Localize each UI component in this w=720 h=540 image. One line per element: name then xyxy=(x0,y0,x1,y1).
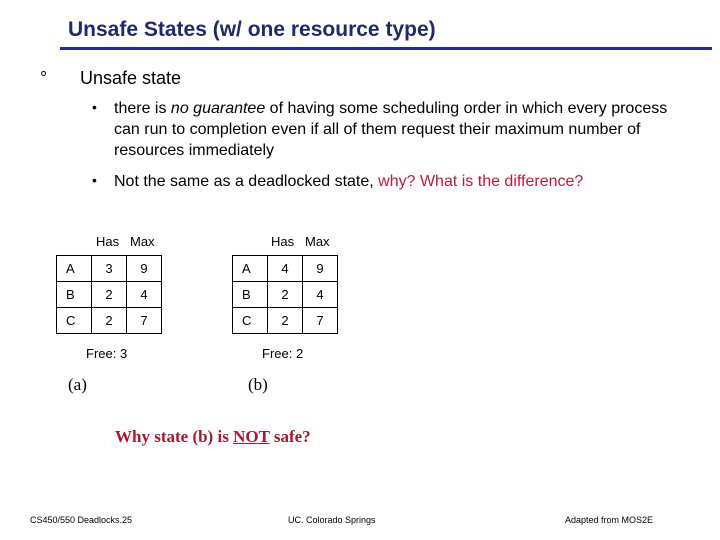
table-cell: 2 xyxy=(268,282,303,308)
footer-left: CS450/550 Deadlocks.25 xyxy=(30,515,133,525)
sub-bullet-marker: • xyxy=(92,172,97,188)
table-row xyxy=(233,282,338,308)
table-cell: C xyxy=(57,308,92,334)
sub1-emphasis: no guarantee xyxy=(170,100,266,117)
table-cell: 9 xyxy=(303,256,338,282)
table-row xyxy=(57,256,162,282)
table-cell: 9 xyxy=(127,256,162,282)
sub2-text-pre: Not the same as a deadlocked state, xyxy=(114,173,379,190)
table-row xyxy=(233,308,338,334)
table-a-caption: (a) xyxy=(68,375,87,394)
table-cell: 2 xyxy=(268,308,303,334)
table-b-free: Free: 2 xyxy=(262,346,304,361)
table-cell: 4 xyxy=(303,282,338,308)
bullet-marker: ° xyxy=(40,68,48,88)
table-b-header-max: Max xyxy=(305,234,330,249)
question-text xyxy=(115,427,311,447)
table-cell: B xyxy=(233,282,268,308)
table-cell: C xyxy=(233,308,268,334)
sub2-question: why? What is the difference? xyxy=(378,173,584,190)
table-cell: B xyxy=(57,282,92,308)
table-row xyxy=(233,256,338,282)
table-cell: 3 xyxy=(92,256,127,282)
sub-bullet-marker: • xyxy=(92,99,97,115)
table-b-caption: (b) xyxy=(248,375,268,394)
table-a-header-max: Max xyxy=(130,234,155,249)
main-bullet xyxy=(40,68,181,89)
sub-bullet-1 xyxy=(114,98,694,161)
table-row xyxy=(57,282,162,308)
footer-right: Adapted from MOS2E xyxy=(565,515,654,525)
table-cell: A xyxy=(57,256,92,282)
question-post: safe? xyxy=(269,427,311,446)
table-a-header-has: Has xyxy=(96,234,120,249)
main-bullet-text: Unsafe state xyxy=(80,68,182,88)
title-underline xyxy=(60,47,712,50)
table-a-free: Free: 3 xyxy=(86,346,128,361)
table-cell: 2 xyxy=(92,282,127,308)
footer-center: UC. Colorado Springs xyxy=(288,515,376,525)
table-cell: 7 xyxy=(303,308,338,334)
sub-bullet-2 xyxy=(114,171,704,192)
question-pre: Why state (b) is xyxy=(115,427,234,446)
table-b-header-has: Has xyxy=(271,234,295,249)
table-cell: A xyxy=(233,256,268,282)
table-row xyxy=(57,308,162,334)
sub1-text-post: of having some scheduling order in which every process can run to completion even if all of them request their maximum number of resources immediately xyxy=(114,100,668,159)
table-cell: 4 xyxy=(127,282,162,308)
table-cell: 4 xyxy=(268,256,303,282)
table-cell: 7 xyxy=(127,308,162,334)
sub1-text-pre: there is xyxy=(114,100,171,117)
table-cell: 2 xyxy=(92,308,127,334)
table-a xyxy=(56,255,162,334)
slide-title: Unsafe States (w/ one resource type) xyxy=(68,18,436,41)
table-b xyxy=(232,255,338,334)
question-underlined: NOT xyxy=(233,427,270,446)
